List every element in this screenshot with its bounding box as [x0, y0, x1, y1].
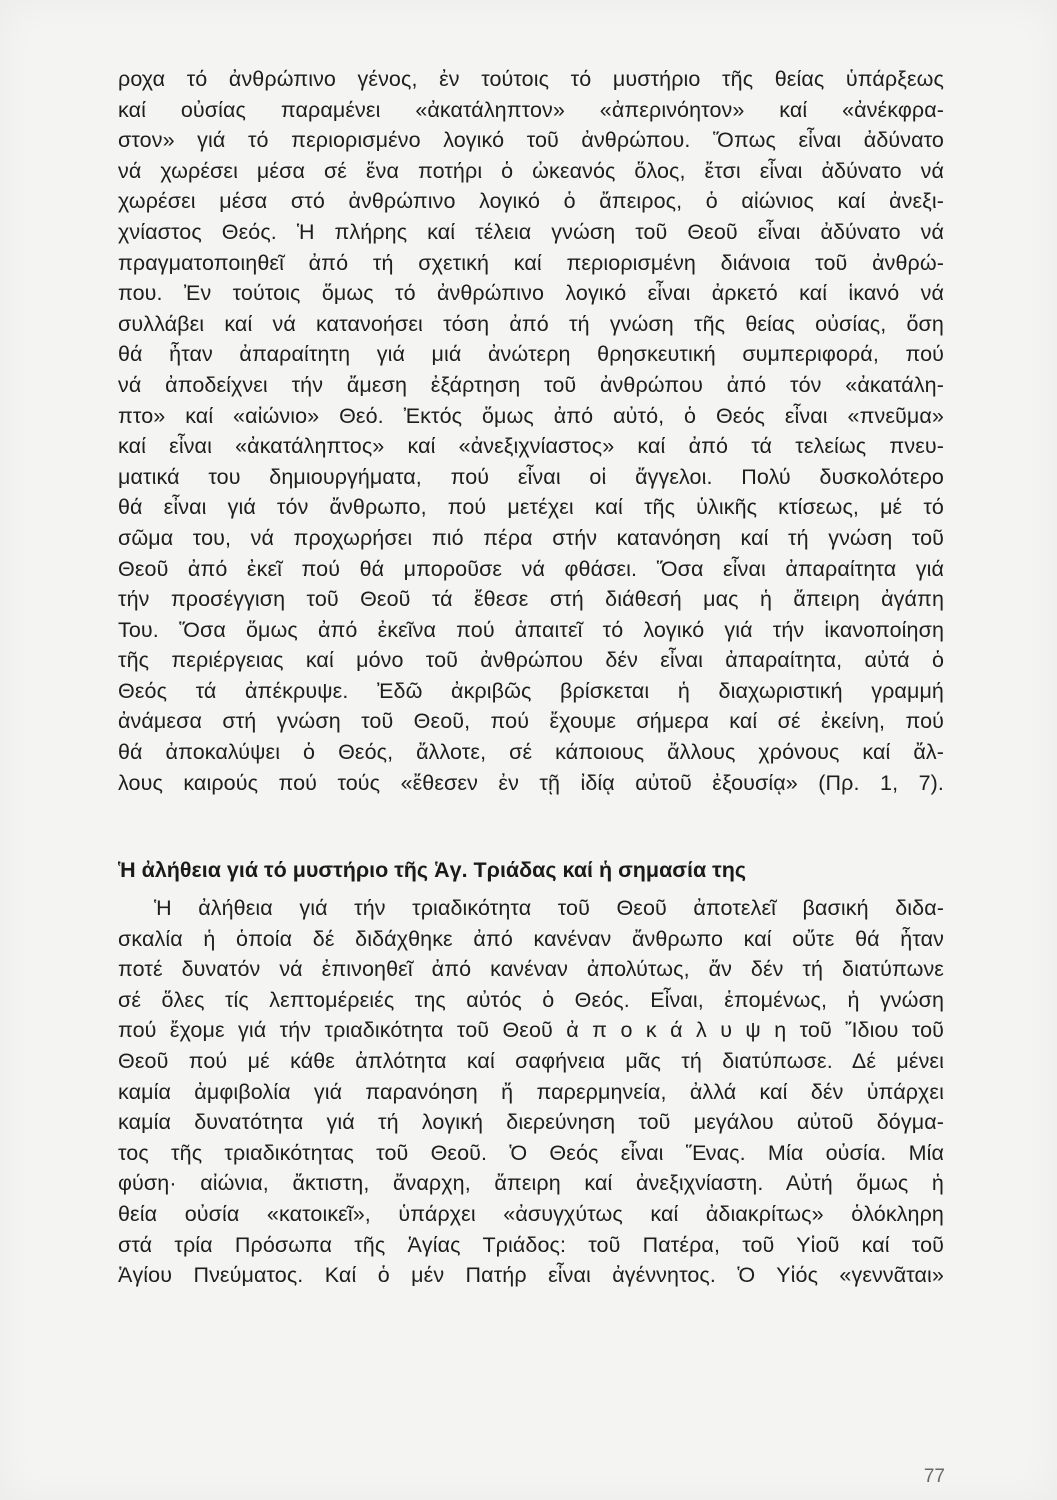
- text-line: καμία δυνατότητα γιά τή λογική διερεύνηση τοῦ μεγάλου αὐτοῦ δόγμα-: [118, 1110, 944, 1135]
- text-line: Ἁγίου Πνεύματος. Καί ὁ μέν Πατήρ εἶναι ἀγέννητος. Ὁ Υἱός «γεννᾶται»: [118, 1263, 944, 1288]
- section-heading: Ἡ ἀλήθεια γιά τό μυστήριο τῆς Ἁγ. Τριάδας καί ἡ σημασία της: [118, 858, 747, 882]
- text-line: ἀνάμεσα στή γνώση τοῦ Θεοῦ, πού ἔχουμε σήμερα καί σέ ἐκείνη, πού: [118, 709, 944, 734]
- text-line: χνίαστος Θεός. Ἡ πλήρης καί τέλεια γνώση τοῦ Θεοῦ εἶναι ἀδύνατο νά: [118, 219, 944, 244]
- page-number: 77: [923, 1466, 945, 1487]
- text-line: καμία ἀμφιβολία γιά παρανόηση ἤ παρερμηνεία, ἀλλά καί δέν ὑπάρχει: [118, 1079, 944, 1104]
- text-line: τῆς περιέργειας καί μόνο τοῦ ἀνθρώπου δέν εἶναι ἀπαραίτητα, αὐτά ὁ: [118, 648, 944, 673]
- text-line: Θεοῦ ἀπό ἐκεῖ πού θά μποροῦσε νά φθάσει. Ὅσα εἶναι ἀπαραίτητα γιά: [118, 556, 944, 581]
- text-line: ροχα τό ἀνθρώπινο γένος, ἐν τούτοις τό μυστήριο τῆς θείας ὑπάρξεως: [118, 67, 944, 91]
- text-line: Θεοῦ πού μέ κάθε ἁπλότητα καί σαφήνεια μᾶς τή διατύπωσε. Δέ μένει: [118, 1048, 944, 1073]
- text-line: καί εἶναι «ἀκατάληπτος» καί «ἀνεξιχνίαστος» καί ἀπό τά τελείως πνευ-: [118, 434, 944, 459]
- text-line: Ἡ ἀλήθεια γιά τήν τριαδικότητα τοῦ Θεοῦ ἀποτελεῖ βασική διδα-: [154, 896, 944, 920]
- text-line: σκαλία ἡ ὁποία δέ διδάχθηκε ἀπό κανέναν ἄνθρωπο καί οὔτε θά ἦταν: [118, 926, 944, 951]
- text-line: θά εἶναι γιά τόν ἄνθρωπο, πού μετέχει καί τῆς ὑλικῆς κτίσεως, μέ τό: [118, 495, 944, 520]
- text-line: τήν προσέγγιση τοῦ Θεοῦ τά ἔθεσε στή διάθεσή μας ἡ ἄπειρη ἀγάπη: [118, 587, 944, 612]
- text-line: νά ἀποδείχνει τήν ἄμεση ἐξάρτηση τοῦ ἀνθρώπου ἀπό τόν «ἀκατάλη-: [118, 372, 944, 397]
- text-line: ποτέ δυνατόν νά ἐπινοηθεῖ ἀπό κανέναν ἀπολύτως, ἄν δέν τή διατύπωνε: [118, 957, 944, 982]
- paragraph-2: [118, 893, 944, 1291]
- text-line: νά χωρέσει μέσα σέ ἕνα ποτήρι ὁ ὠκεανός ὅλος, ἔτσι εἶναι ἀδύνατο νά: [118, 158, 944, 183]
- text-line: Του. Ὅσα ὅμως ἀπό ἐκεῖνα πού ἀπαιτεῖ τό λογικό γιά τήν ἱκανοποίηση: [118, 617, 944, 642]
- text-line: πού ἔχομε γιά τήν τριαδικότητα τοῦ Θεοῦ ἀ π ο κ ά λ υ ψ η τοῦ Ἴδιου τοῦ: [118, 1018, 944, 1043]
- text-line: τος τῆς τριαδικότητας τοῦ Θεοῦ. Ὁ Θεός εἶναι Ἕνας. Μία οὐσία. Μία: [118, 1140, 944, 1165]
- text-line: χωρέσει μέσα στό ἀνθρώπινο λογικό ὁ ἄπειρος, ὁ αἰώνιος καί ἀνεξι-: [118, 189, 944, 214]
- text-line: ματικά του δημιουργήματα, πού εἶναι οἱ ἄγγελοι. Πολύ δυσκολότερο: [118, 464, 944, 489]
- text-line: συλλάβει καί νά κατανοήσει τόση ἀπό τή γνώση τῆς θείας οὐσίας, ὅση: [118, 311, 944, 336]
- text-line: στον» γιά τό περιορισμένο λογικό τοῦ ἀνθρώπου. Ὅπως εἶναι ἀδύνατο: [118, 128, 944, 153]
- text-line: που. Ἐν τούτοις ὅμως τό ἀνθρώπινο λογικό εἶναι ἀρκετό καί ἱκανό νά: [118, 281, 944, 306]
- text-line: σῶμα του, νά προχωρήσει πιό πέρα στήν κατανόηση καί τή γνώση τοῦ: [118, 525, 944, 550]
- text-line: λους καιρούς πού τούς «ἔθεσεν ἐν τῇ ἰδίᾳ αὐτοῦ ἐξουσίᾳ» (Πρ. 1, 7).: [118, 770, 944, 795]
- text-line: σέ ὅλες τίς λεπτομέρειές της αὐτός ὁ Θεός. Εἶναι, ἑπομένως, ἡ γνώση: [118, 987, 944, 1012]
- text-line: θά ἦταν ἀπαραίτητη γιά μιά ἀνώτερη θρησκευτική συμπεριφορά, πού: [118, 342, 944, 367]
- text-line: φύση· αἰώνια, ἄκτιστη, ἄναρχη, ἄπειρη καί ἀνεξιχνίαστη. Αὐτή ὅμως ἡ: [118, 1171, 944, 1196]
- text-line: Θεός τά ἀπέκρυψε. Ἐδῶ ἀκριβῶς βρίσκεται ἡ διαχωριστική γραμμή: [118, 678, 944, 703]
- paragraph-1: [118, 64, 944, 798]
- text-line: θεία οὐσία «κατοικεῖ», ὑπάρχει «ἀσυγχύτως καί ἀδιακρίτως» ὁλόκληρη: [118, 1201, 944, 1226]
- text-line: θά ἀποκαλύψει ὁ Θεός, ἄλλοτε, σέ κάποιους ἄλλους χρόνους καί ἄλ-: [118, 740, 944, 765]
- text-line: πραγματοποιηθεῖ ἀπό τή σχετική καί περιορισμένη διάνοια τοῦ ἀνθρώ-: [118, 250, 944, 275]
- text-line: καί οὐσίας παραμένει «ἀκατάληπτον» «ἀπερινόητον» καί «ἀνέκφρα-: [118, 97, 944, 122]
- text-line: πτο» καί «αἰώνιο» Θεό. Ἐκτός ὅμως ἀπό αὐτό, ὁ Θεός εἶναι «πνεῦμα»: [118, 403, 944, 428]
- text-line: στά τρία Πρόσωπα τῆς Ἁγίας Τριάδος: τοῦ Πατέρα, τοῦ Υἱοῦ καί τοῦ: [118, 1232, 944, 1257]
